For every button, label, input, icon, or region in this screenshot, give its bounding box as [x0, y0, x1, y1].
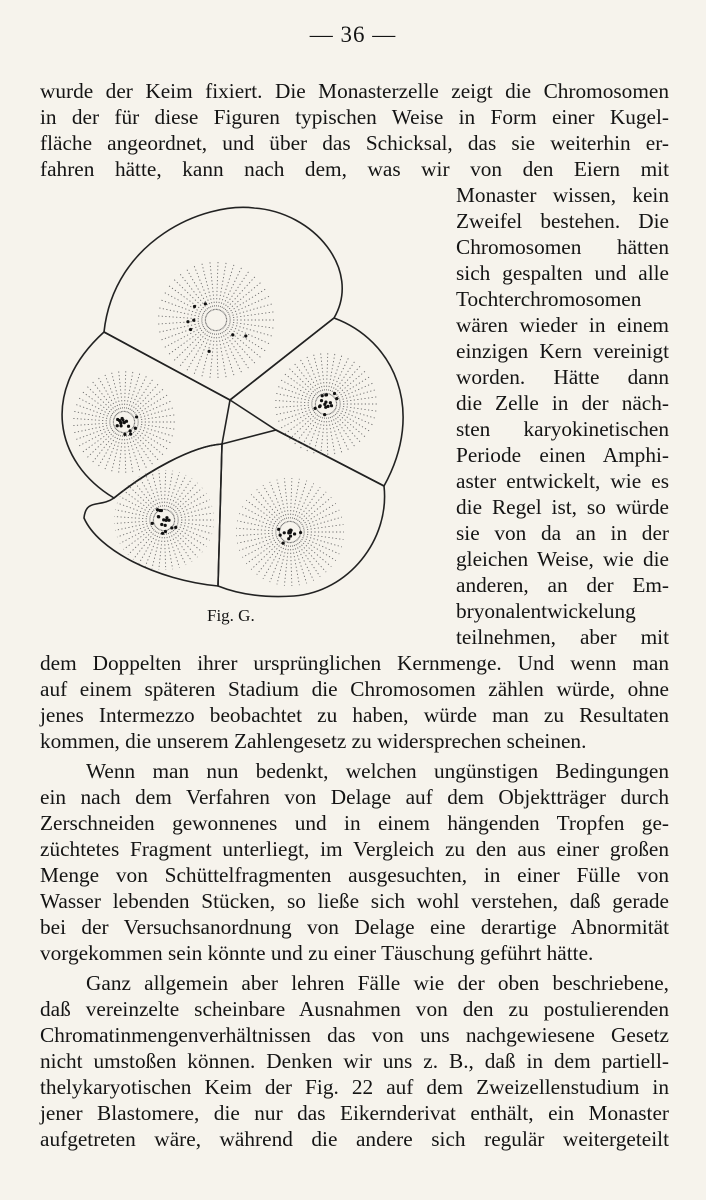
chromosome-dot: [277, 528, 280, 531]
chromosome-dot: [127, 425, 130, 428]
aster-ray: [87, 386, 117, 415]
chromosome-dot: [119, 424, 122, 427]
text-line: jenes Intermezzo beobachtet zu haben, würde man zu Resultaten: [40, 703, 669, 727]
aster-ray: [224, 283, 261, 314]
chromosome-dot: [335, 397, 338, 400]
aster-ray: [334, 410, 366, 437]
aster-ray: [202, 330, 214, 377]
aster-ray: [194, 266, 212, 311]
aster-ray: [251, 539, 283, 570]
aster-ray: [75, 404, 114, 418]
aster-ray: [326, 352, 327, 394]
aster-ray: [120, 525, 155, 544]
aster-ray: [257, 540, 284, 575]
text-line: ein nach dem Verfahren von Delage auf dem Objektträger durch: [40, 785, 669, 809]
aster-ray: [224, 289, 265, 314]
text-line: züchtetes Fragment unterliegt, im Vergleich zu den aus einer großen: [40, 837, 669, 861]
text-line: Periode einen Amphi-: [456, 443, 669, 467]
cell-outline-bottom-right: [218, 430, 385, 597]
aster-ray: [124, 370, 125, 412]
chromosome-dot: [321, 394, 324, 397]
cell-outline-left: [62, 332, 230, 498]
chromosome-dot: [293, 532, 296, 535]
aster-ray: [335, 383, 373, 400]
aster-ray: [82, 391, 116, 416]
chromosome-dot: [323, 413, 326, 416]
chromosome-dot: [116, 424, 119, 427]
text-line: thelykaryotischen Keim der Fig. 22 auf dem Zweizellenstudium in: [40, 1075, 669, 1099]
aster-ray: [164, 530, 165, 570]
text-line: nicht umstoßen können. Denken wir uns z. B., daß in dem partiell-: [40, 1049, 669, 1073]
aster-ray: [216, 262, 218, 310]
aster-ray: [128, 485, 157, 513]
aster-ray: [336, 397, 378, 403]
chromosome-dot: [208, 350, 211, 353]
aster-ray: [275, 393, 316, 402]
aster-ray: [168, 475, 186, 511]
chromosome-dot: [186, 320, 189, 323]
aster-ray: [223, 327, 255, 363]
chromosome-dot: [160, 509, 163, 512]
page-number: — 36 —: [309, 22, 397, 47]
aster-ray: [270, 541, 286, 582]
chromosome-dot: [165, 519, 168, 522]
aster-ray: [134, 408, 174, 420]
aster-ray: [172, 525, 206, 546]
aster-ray: [174, 327, 209, 360]
aster-ray: [298, 497, 332, 525]
aster-ray: [321, 352, 325, 394]
aster-ray: [300, 359, 321, 395]
aster-ray: [289, 411, 319, 440]
text-line: Zerschneiden gewonnenes und in einem hängenden Tropfen ge-: [40, 811, 669, 835]
aster-ray: [105, 431, 121, 470]
chromosome-dot: [174, 526, 177, 529]
text-line: einzigen Kern vereinigt: [456, 339, 669, 363]
aster-ray: [284, 373, 318, 398]
aster-ray: [270, 482, 286, 523]
chromosome-dot: [135, 415, 138, 418]
embryo-cell-figure: [44, 200, 444, 620]
text-line: aster entwickelt, wie es: [456, 469, 669, 493]
aster-ray: [297, 492, 326, 525]
chromosome-dot: [329, 401, 332, 404]
aster-ray: [132, 389, 164, 416]
text-line: wurde der Keim fixiert. Die Monasterzelle zeigt die Chromosomen: [40, 79, 669, 103]
aster-ray: [174, 521, 214, 527]
aster-ray: [170, 479, 192, 512]
aster-ray: [225, 296, 269, 316]
chromosome-dot: [151, 522, 154, 525]
aster-ray: [174, 513, 214, 519]
aster-ray: [299, 510, 339, 528]
aster-ray: [132, 394, 168, 416]
aster-ray: [164, 470, 165, 510]
aster-ray: [114, 521, 154, 524]
chromosome-dot: [160, 523, 163, 526]
aster-ray: [152, 530, 162, 569]
text-line: wären wieder in einem: [456, 313, 669, 337]
aster-ray: [124, 432, 125, 474]
aster-ray: [242, 507, 281, 528]
aster-ray: [187, 270, 211, 312]
chromosome-dot: [134, 427, 137, 430]
aster-ray: [152, 471, 162, 510]
aster-ray: [159, 470, 163, 510]
aster-ray: [284, 410, 318, 435]
text-line: Zweifel bestehen. Die: [456, 209, 669, 233]
chromosome-dot: [324, 393, 327, 396]
chromosome-dot: [279, 534, 282, 537]
aster-ray: [313, 414, 323, 455]
aster-ray: [300, 533, 344, 539]
aster-ray: [210, 330, 215, 378]
chromosome-dot: [204, 302, 207, 305]
text-line: die Zelle in der näch-: [456, 391, 669, 415]
aster-ray: [274, 405, 316, 408]
aster-ray: [246, 538, 282, 564]
aster-ray: [111, 372, 121, 413]
aster-ray: [124, 526, 156, 550]
aster-ray: [277, 407, 316, 421]
aster-ray: [236, 533, 280, 536]
aster-ray: [187, 329, 211, 371]
aster-ray: [239, 535, 280, 550]
aster-ray: [82, 428, 116, 453]
text-line: aufgetreten wäre, während die andere sich regulär weitergeteilt: [40, 1127, 669, 1151]
aster-ray: [111, 432, 121, 473]
chromosome-dot: [320, 399, 323, 402]
text-line: gleichen Weise, wie die: [456, 547, 669, 571]
text-line: Chromosomen hätten: [456, 235, 669, 259]
chromosome-dot: [129, 429, 132, 432]
chromosome-dot: [129, 433, 132, 436]
chromosome-dot: [121, 417, 124, 420]
text-line: anderen, an der Em-: [456, 573, 669, 597]
aster-ray: [139, 529, 159, 564]
aster-ray: [169, 286, 208, 314]
aster-ray: [277, 542, 288, 585]
chromosome-dot: [333, 392, 336, 395]
aster-ray: [246, 500, 282, 526]
aster-ray: [332, 412, 355, 447]
aster-ray: [326, 414, 327, 456]
aster-ray: [299, 536, 339, 554]
aster-ray: [165, 293, 207, 316]
aster-ray: [300, 535, 342, 547]
text-line: bei der Versuchsanordnung von Delage eine derartige Abnormität: [40, 915, 669, 939]
aster-ray: [119, 370, 123, 412]
aster-ray: [132, 427, 168, 449]
aster-ray: [307, 356, 323, 395]
chromosome-dot: [156, 508, 159, 511]
text-line: sich gespalten und alle: [456, 261, 669, 285]
text-line: in der für diese Figuren typischen Weise in Form einer Kugel-: [40, 105, 669, 129]
text-line: dem Doppelten ihrer ursprünglichen Kernmenge. Und wenn man: [40, 651, 669, 675]
text-line: daß vereinzelte scheinbare Ausnahmen von den zu postulierenden: [40, 997, 669, 1021]
text-line: Menge von Schüttelfragmenten ausgesuchten, in einer Fülle von: [40, 863, 669, 887]
aster-ray: [210, 262, 215, 310]
aster-ray: [298, 537, 335, 560]
aster-ray: [92, 430, 118, 463]
text-line: sie von da an in der: [456, 521, 669, 545]
aster-ray: [133, 481, 158, 513]
aster-ray: [124, 491, 156, 515]
text-line: Tochterchromosomen: [456, 287, 642, 311]
aster-ray: [132, 428, 164, 455]
aster-ray: [239, 514, 280, 529]
text-line: Chromatinmengenverhältnissen das von uns nachgewiesene Gesetz: [40, 1023, 669, 1047]
paragraph-first-line: Ganz allgemein aber lehren Fälle wie der oben beschriebene,: [86, 971, 669, 995]
aster-ray: [257, 489, 284, 524]
aster-ray: [98, 377, 119, 413]
aster-ray: [334, 409, 370, 431]
aster-ray: [274, 400, 316, 403]
text-line: Monaster wissen, kein: [456, 183, 669, 207]
aster-ray: [263, 541, 285, 579]
aster-ray: [222, 328, 249, 368]
aster-ray: [313, 354, 323, 395]
text-line: bryonalentwickelung: [456, 599, 636, 623]
aster-ray: [251, 494, 283, 525]
aster-ray: [133, 426, 171, 443]
aster-ray: [170, 528, 192, 561]
aster-ray: [134, 423, 176, 429]
text-line: jener Blastomere, die nur das Eikernderivat enthält, ein Monaster: [40, 1101, 669, 1125]
chromosome-dot: [287, 537, 290, 540]
chromosome-dot: [314, 407, 317, 410]
aster-ray: [105, 374, 121, 413]
chromosome-dot: [282, 541, 285, 544]
aster-ray: [133, 528, 158, 560]
aster-ray: [159, 530, 163, 570]
aster-ray: [73, 424, 114, 433]
aster-ray: [296, 540, 321, 576]
chromosome-dot: [164, 524, 167, 527]
aster-ray: [220, 268, 241, 311]
aster-ray: [296, 487, 321, 523]
aster-ray: [202, 264, 214, 311]
text-line: Wasser lebenden Stücken, so ließe sich wohl verstehen, daß gerade: [40, 889, 669, 913]
aster-ray: [173, 524, 210, 540]
text-line: fläche angeordnet, und über das Schicksal, das sie weiterhin er-: [40, 131, 669, 155]
aster-ray: [332, 361, 355, 396]
aster-ray: [133, 401, 171, 418]
chromosome-dot: [193, 305, 196, 308]
aster-ray: [298, 503, 335, 526]
aster-ray: [297, 539, 326, 572]
chromosome-dot: [244, 334, 247, 337]
chromosome-dot: [283, 531, 286, 534]
chromosome-dot: [157, 515, 160, 518]
aster-ray: [87, 429, 117, 458]
aster-ray: [92, 381, 118, 414]
aster-ray: [284, 542, 289, 586]
chromosome-dot: [164, 530, 167, 533]
aster-ray: [174, 280, 209, 313]
aster-ray: [224, 325, 265, 350]
aster-ray: [242, 537, 281, 558]
aster-ray: [128, 527, 157, 555]
aster-ray: [236, 528, 280, 531]
aster-ray: [294, 412, 320, 445]
aster-ray: [72, 418, 114, 421]
aster-ray: [223, 277, 255, 313]
text-line: fahren hätte, kann nach dem, was wir von den Eiern mit: [40, 157, 669, 181]
aster-ray: [335, 408, 373, 425]
aster-ray: [263, 485, 285, 523]
aster-ray: [290, 478, 292, 522]
aster-ray: [130, 379, 153, 414]
aster-ray: [168, 529, 186, 565]
aster-ray: [130, 430, 153, 465]
aster-ray: [300, 524, 344, 530]
text-line: worden. Hätte dann: [456, 365, 669, 389]
chromosome-dot: [192, 319, 195, 322]
aster-ray: [277, 480, 288, 523]
cell-outline-right: [230, 318, 403, 486]
aster-ray: [120, 497, 155, 516]
text-line: teilnehmen, aber mit: [456, 625, 669, 649]
aster-ray: [139, 477, 159, 512]
chromosome-dot: [119, 421, 122, 424]
aster-ray: [173, 500, 210, 516]
aster-ray: [321, 414, 325, 456]
aster-ray: [72, 423, 114, 426]
chromosome-dot: [125, 420, 128, 423]
chromosome-dot: [319, 404, 322, 407]
chromosome-dot: [287, 531, 290, 534]
aster-ray: [169, 326, 208, 354]
chromosome-dot: [161, 532, 164, 535]
aster-ray: [289, 368, 319, 397]
text-line: kommen, die unserem Zahlengesetz zu widersprechen scheinen.: [40, 729, 587, 753]
chromosome-dot: [189, 328, 192, 331]
aster-ray: [220, 329, 241, 372]
aster-ray: [134, 415, 176, 421]
aster-ray: [134, 425, 174, 437]
text-line: vorgekommen sein könnte und zu einer Täuschung geführt hätte.: [40, 941, 594, 965]
aster-ray: [300, 517, 342, 529]
aster-ray: [222, 272, 249, 312]
aster-ray: [98, 431, 119, 467]
aster-ray: [334, 371, 366, 398]
aster-ray: [119, 432, 123, 474]
chromosome-dot: [330, 404, 333, 407]
aster-ray: [284, 478, 289, 522]
aster-ray: [216, 330, 218, 378]
chromosome-dot: [231, 333, 234, 336]
aster-ray: [336, 390, 376, 402]
aster-ray: [294, 363, 320, 396]
aster-ray: [298, 538, 332, 566]
chromosome-dot: [324, 401, 327, 404]
chromosome-dot: [170, 526, 173, 529]
chromosome-dot: [299, 531, 302, 534]
aster-ray: [336, 405, 378, 411]
chromosome-dot: [289, 535, 292, 538]
text-line: auf einem späteren Stadium die Chromosomen zählen würde, ohne: [40, 677, 669, 701]
aster-ray: [165, 325, 207, 348]
aster-ray: [73, 411, 114, 420]
chromosome-dot: [167, 519, 170, 522]
figure-caption: Fig. G.: [207, 606, 255, 625]
aster-ray: [334, 376, 370, 398]
aster-ray: [114, 517, 154, 520]
aster-ray: [224, 326, 261, 357]
cell-outline-top: [104, 207, 342, 400]
text-line: die Regel ist, so würde: [456, 495, 669, 519]
paragraph-first-line: Wenn man nun bedenkt, welchen ungünstigen Bedingungen: [86, 759, 669, 783]
aster-ray: [336, 407, 376, 419]
aster-ray: [75, 425, 114, 439]
chromosome-dot: [123, 433, 126, 436]
aster-ray: [277, 386, 316, 400]
aster-ray: [275, 406, 316, 415]
aster-ray: [290, 542, 292, 586]
chromosome-dot: [324, 406, 327, 409]
aster-ray: [172, 494, 206, 515]
text-line: sten karyokinetischen: [456, 417, 669, 441]
